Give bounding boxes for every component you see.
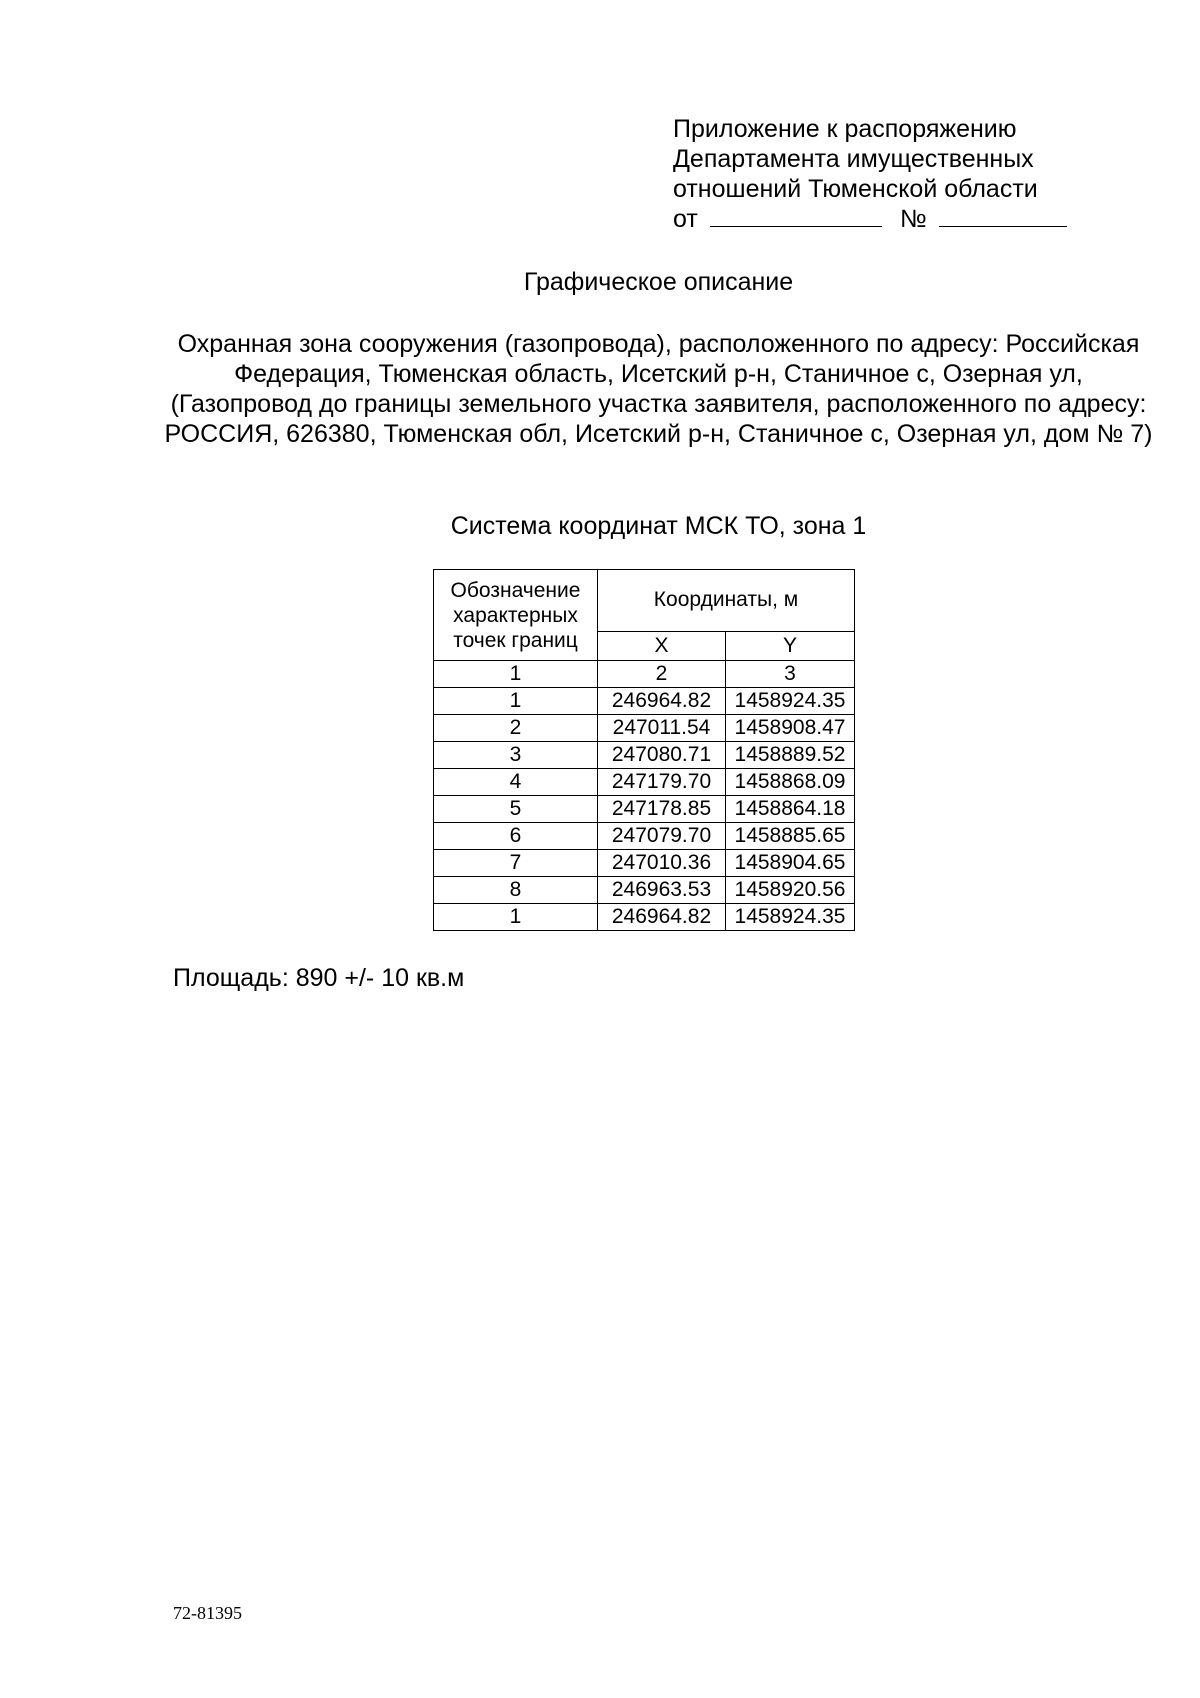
column-number: 1 bbox=[434, 661, 598, 688]
y-coordinate-cell: 1458868.09 bbox=[726, 769, 855, 796]
y-coordinate-cell: 1458920.56 bbox=[726, 877, 855, 904]
appendix-block bbox=[673, 114, 1093, 234]
y-coordinate-cell: 1458904.65 bbox=[726, 850, 855, 877]
x-coordinate-cell: 247079.70 bbox=[598, 823, 726, 850]
point-cell: 3 bbox=[434, 742, 598, 769]
y-coordinate-cell: 1458864.18 bbox=[726, 796, 855, 823]
column-number: 3 bbox=[726, 661, 855, 688]
table-row bbox=[434, 688, 855, 715]
table-row bbox=[434, 850, 855, 877]
appendix-line: отношений Тюменской области bbox=[673, 175, 1038, 203]
appendix-line: Департамента имущественных bbox=[673, 145, 1034, 173]
y-coordinate-cell: 1458885.65 bbox=[726, 823, 855, 850]
table-row bbox=[434, 769, 855, 796]
table-row bbox=[434, 742, 855, 769]
document-title: Графическое описание bbox=[523, 268, 794, 296]
point-cell: 2 bbox=[434, 715, 598, 742]
x-coordinate-cell: 247011.54 bbox=[598, 715, 726, 742]
x-coordinate-cell: 246963.53 bbox=[598, 877, 726, 904]
point-cell: 8 bbox=[434, 877, 598, 904]
x-coordinate-cell: 246964.82 bbox=[598, 904, 726, 931]
header-y: Y bbox=[726, 631, 855, 660]
x-coordinate-cell: 247179.70 bbox=[598, 769, 726, 796]
y-coordinate-cell: 1458924.35 bbox=[726, 688, 855, 715]
y-coordinate-cell: 1458889.52 bbox=[726, 742, 855, 769]
area-value: Площадь: 890 +/- 10 кв.м bbox=[173, 964, 465, 992]
appendix-date-number-line bbox=[673, 204, 1093, 234]
date-blank bbox=[710, 206, 882, 227]
x-coordinate-cell: 246964.82 bbox=[598, 688, 726, 715]
point-cell: 1 bbox=[434, 688, 598, 715]
point-cell: 1 bbox=[434, 904, 598, 931]
table-row bbox=[434, 796, 855, 823]
number-blank bbox=[939, 206, 1067, 227]
header-x: X bbox=[598, 631, 726, 660]
appendix-line: Приложение к распоряжению bbox=[673, 115, 1017, 143]
zone-description: Охранная зона сооружения (газопровода), расположенного по адресу: Российская Федерация, Тюменская область, Исетский р-н, Станичное с, Озерная ул, (Газопровод до границы земельного участка заявителя, расположенного по адресу: РОССИЯ, 626380, Тюменская обл, Исетский р-н, Станичное с, Озерная ул, дом № 7) bbox=[164, 330, 1153, 448]
number-label: № bbox=[899, 205, 927, 233]
table-row bbox=[434, 715, 855, 742]
coordinates-table-body bbox=[434, 688, 855, 931]
x-coordinate-cell: 247178.85 bbox=[598, 796, 726, 823]
x-coordinate-cell: 247080.71 bbox=[598, 742, 726, 769]
column-number: 2 bbox=[598, 661, 726, 688]
table-row bbox=[434, 823, 855, 850]
from-label: от bbox=[673, 205, 698, 233]
table-row bbox=[434, 877, 855, 904]
point-cell: 6 bbox=[434, 823, 598, 850]
point-cell: 4 bbox=[434, 769, 598, 796]
point-cell: 5 bbox=[434, 796, 598, 823]
coordinates-table bbox=[433, 569, 855, 931]
document-number: 72-81395 bbox=[173, 1603, 242, 1623]
coordinate-system: Система координат МСК ТО, зона 1 bbox=[450, 512, 867, 540]
table-row bbox=[434, 904, 855, 931]
header-designation: Обозначение характерных точек границ bbox=[434, 570, 598, 661]
y-coordinate-cell: 1458924.35 bbox=[726, 904, 855, 931]
y-coordinate-cell: 1458908.47 bbox=[726, 715, 855, 742]
point-cell: 7 bbox=[434, 850, 598, 877]
header-coordinates: Координаты, м bbox=[598, 570, 855, 632]
x-coordinate-cell: 247010.36 bbox=[598, 850, 726, 877]
